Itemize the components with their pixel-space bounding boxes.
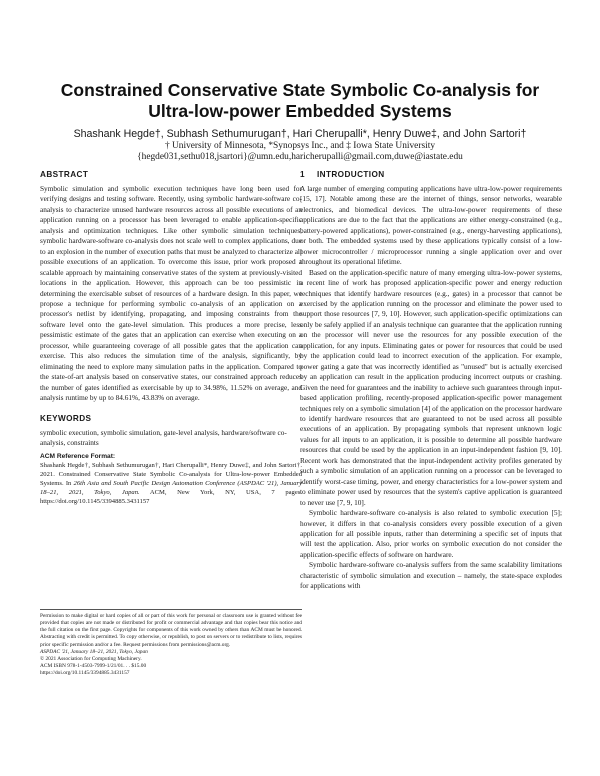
copyright-line: © 2021 Association for Computing Machinery. (40, 655, 142, 662)
introduction-heading (300, 170, 562, 180)
left-column (40, 170, 302, 506)
intro-paragraph-1: A large number of emerging computing applications have ultra-low-power requirements [15, 17]. Notable among these are the internet of things, sensor networks, wearable electronics, and biomedical devices. The ultra-low-power requirements of these applications are due to the fact that the applications are either energy-constrained (e.g., battery-powered applications), power-constrained (e.g., energy-harvesting applications), or both. The embedded systems used by these applications typically consist of a low-power microcontroller / microprocessor running a single application over and over throughout its operational lifetime. (300, 184, 562, 267)
intro-paragraph-4: Symbolic hardware-software co-analysis suffers from the same scalability limitations characteristic of symbolic simulation and execution – namely, the state-space explodes for applications with (300, 560, 562, 591)
doi-link[interactable]: https://doi.org/10.1145/3394885.3431157 (40, 670, 130, 677)
conference-line: ASPDAC '21, January 18–21, 2021, Tokyo, Japan (40, 648, 148, 655)
permission-notice: Permission to make digital or hard copies of all or part of this work for personal or classroom use is granted without fee provided that copies are not made or distributed for profit or commercial advantage and that copies bear this notice and the full citation on the first page. Copyrights for components of this work owned by others than ACM must be honored. Abstracting with credit is permitted. To copy otherwise, or republish, to post on servers or to redistribute to lists, requires prior specific permission and/or a fee. Request permissions from permissions@acm.org. (40, 613, 302, 648)
affiliation-line: † University of Minnesota, *Synopsys Inc., and ‡ Iowa State University (164, 141, 436, 151)
affiliations (40, 141, 560, 163)
paper-title (40, 80, 560, 122)
title-line-2: Ultra-low-power Embedded Systems (148, 101, 452, 121)
author-list: Shashank Hegde†, Subhash Sethumurugan†, Hari Cherupalli*, Henry Duwe‡, and John Sartori† (73, 128, 527, 140)
email-line: {hegde031,sethu018,jsartori}@umn.edu,haricherupalli@gmail.com,duwe@iastate.edu (137, 152, 463, 162)
acm-reference-heading: ACM Reference Format: (40, 452, 116, 460)
intro-paragraph-2: Based on the application-specific nature of many emerging ultra-low-power systems, a recent line of work has proposed application-specific power and energy reduction techniques that identify hardware resources (e.g., gates) in a processor that cannot be exercised by the application running on the processor and eliminate the power used to support those resources [7, 9, 10]. However, such application-specific optimizations can only be safely applied if an analysis technique can guarantee that the application running on the processor will never use the resources for any possible execution of the application, for any inputs. Eliminating gates or power for resources that could be used by the application could lead to incorrect execution of the application. For example, power gating a gate that was incorrectly identified as "unused" but is actually exercised by an application can result in the application producing incorrect outputs or crashing. Given the need for guarantees and the inability to achieve such guarantees through input-based application profiling, recently-proposed application-specific power management techniques rely on a symbolic simulation [4] of the application on the processor hardware to identify hardware resources that are guaranteed to not be used across all possible executions of an application. By propagating symbols that represent unknown logic values for all inputs to an application, it is possible to determine all possible hardware resources that could be used by the application in an input-independent fashion [9, 10]. Recent work has demonstrated that the input-independent activity profiles generated by such a symbolic simulation of an application running on a processor can be leveraged to identify worst-case timing, power, and energy characteristics for a low-power system and to eliminate power used by resources that the system's captive application is guaranteed to never use [7, 9, 10]. (300, 267, 562, 507)
abstract-heading: ABSTRACT (40, 170, 89, 179)
section-number: 1 (300, 170, 305, 179)
acm-reference-authors: Shashank Hegde†, Subhash Sethumurugan†, Hari Cherupalli*, Henry Duwe‡, and John Sartori†. 2021. Constrained Conservative State Symbolic Co-analysis for Ultra-low-power Embedded Systems. In (40, 461, 302, 487)
title-line-1: Constrained Conservative State Symbolic Co-analysis for (60, 80, 540, 100)
section-title: INTRODUCTION (316, 170, 385, 179)
acm-reference-rest: ACM, New York, NY, USA, 7 pages. https://doi.org/10.1145/3394885.3431157 (40, 488, 302, 505)
abstract-text: Symbolic simulation and symbolic execution techniques have long been used for verifying designs and testing software. Recently, using symbolic hardware-software co-analysis to characterize unused hardware resources across all possible executions of an application running on a processor has been leveraged to enable application-specific analysis and optimization techniques. Like other symbolic simulation techniques, symbolic hardware-software co-analysis does not scale well to complex applications, due to an explosion in the number of execution paths that must be analyzed to characterize all possible executions of an application. To overcome this issue, prior work proposed a scalable approach by maintaining conservative states of the system at previously-visited locations in the application. However, this approach can be too pessimistic in determining the exercisable subset of resources of a hardware design. In this paper, we propose a technique for performing symbolic co-analysis of an application on a processor's netlist by identifying, propagating, and imposing constraints from the software level onto the gate-level simulation. This produces a more precise, less pessimistic estimate of the gates that an application can exercise when executing on a processor, while guaranteeing coverage of all possible gates that the application can exercise. This also reduces the simulation time of the analysis, significantly, by eliminating the need to explore many simulation paths in the application. Compared to the state-of-art analysis based on conservative states, our constrained approach reduces the number of gates identified as exercisable by up to 34.98%, 11.52% on average, and analysis runtime by up to 84.61%, 43.83% on average. (40, 184, 302, 403)
keywords-text: symbolic execution, symbolic simulation, gate-level analysis, hardware/software co-analysis, constraints (40, 427, 287, 447)
acm-reference-text (40, 461, 302, 506)
copyright-footnote (40, 609, 302, 677)
keywords-heading: KEYWORDS (40, 413, 92, 423)
intro-paragraph-3: Symbolic hardware-software co-analysis is also related to symbolic execution [5]; however, it differs in that co-analysis considers every possible execution of a given application for all possible inputs, rather than determining a specific set of inputs that will test the application. Also, prior works on symbolic execution do not consider the application-specific effects of software on hardware. (300, 508, 562, 559)
isbn-line: ACM ISBN 978-1-4503-7999-1/21/01. . . $15.00 (40, 663, 147, 670)
right-column (300, 170, 562, 592)
acm-reference-venue: 26th Asia and South Pacific Design Automation Conference (ASPDAC '21), January 18–21, 2021, Tokyo, Japan. (40, 479, 302, 496)
